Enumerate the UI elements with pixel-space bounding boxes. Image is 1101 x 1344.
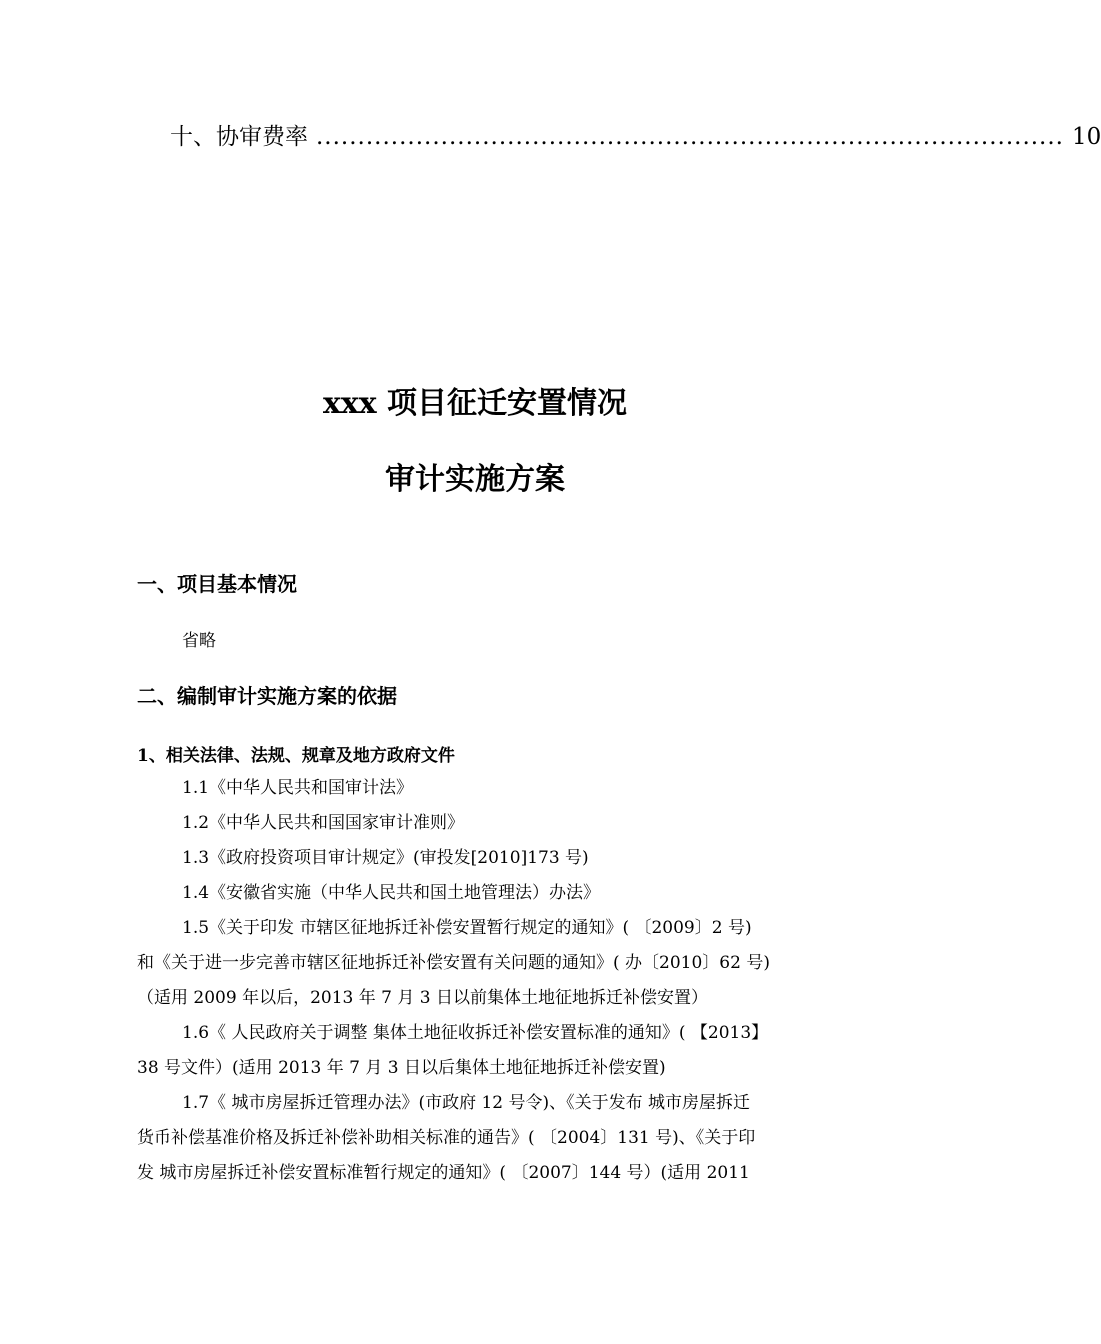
list-item: 1.5《关于印发 市辖区征地拆迁补偿安置暂行规定的通知》( 〔2009〕2 号)	[182, 918, 752, 938]
list-item: 1.4《安徽省实施（中华人民共和国土地管理法）办法》	[182, 883, 601, 903]
toc-entry	[170, 120, 1101, 154]
section2-heading: 二、编制审计实施方案的依据	[137, 684, 397, 708]
document-title-line2: 审计实施方案	[385, 462, 565, 497]
list-item: 1.1《中华人民共和国审计法》	[182, 778, 414, 798]
section1-body: 省略	[182, 631, 216, 651]
toc-entry-label: 十、协审费率	[170, 124, 308, 150]
list-item-continuation: （适用 2009 年以后，2013 年 7 月 3 日以前集体土地征地拆迁补偿安置）	[137, 988, 708, 1008]
list-item-continuation: 和《关于进一步完善市辖区征地拆迁补偿安置有关问题的通知》( 办〔2010〕62 号)	[137, 953, 770, 973]
toc-page-number: 10	[1072, 124, 1101, 150]
subsection1-heading: 1、相关法律、法规、规章及地方政府文件	[137, 746, 455, 766]
list-item-continuation: 货币补偿基准价格及拆迁补偿补助相关标准的通告》( 〔2004〕131 号)、《关于印	[137, 1128, 756, 1148]
section1-heading: 一、项目基本情况	[137, 572, 297, 596]
list-item-continuation: 38 号文件）(适用 2013 年 7 月 3 日以后集体土地征地拆迁补偿安置)	[137, 1058, 666, 1078]
list-item: 1.3《政府投资项目审计规定》(审投发[2010]173 号)	[182, 848, 589, 868]
document-title-line1: xxx 项目征迁安置情况	[322, 386, 628, 421]
list-item: 1.2《中华人民共和国国家审计准则》	[182, 813, 465, 833]
toc-leader-dots: ..........................................................................................	[316, 124, 1064, 150]
list-item-continuation: 发 城市房屋拆迁补偿安置标准暂行规定的通知》( 〔2007〕144 号）(适用 2011	[137, 1163, 750, 1183]
list-item: 1.7《 城市房屋拆迁管理办法》(市政府 12 号令)、《关于发布 城市房屋拆迁	[182, 1093, 751, 1113]
list-item: 1.6《 人民政府关于调整 集体土地征收拆迁补偿安置标准的通知》( 【2013】	[182, 1023, 769, 1043]
